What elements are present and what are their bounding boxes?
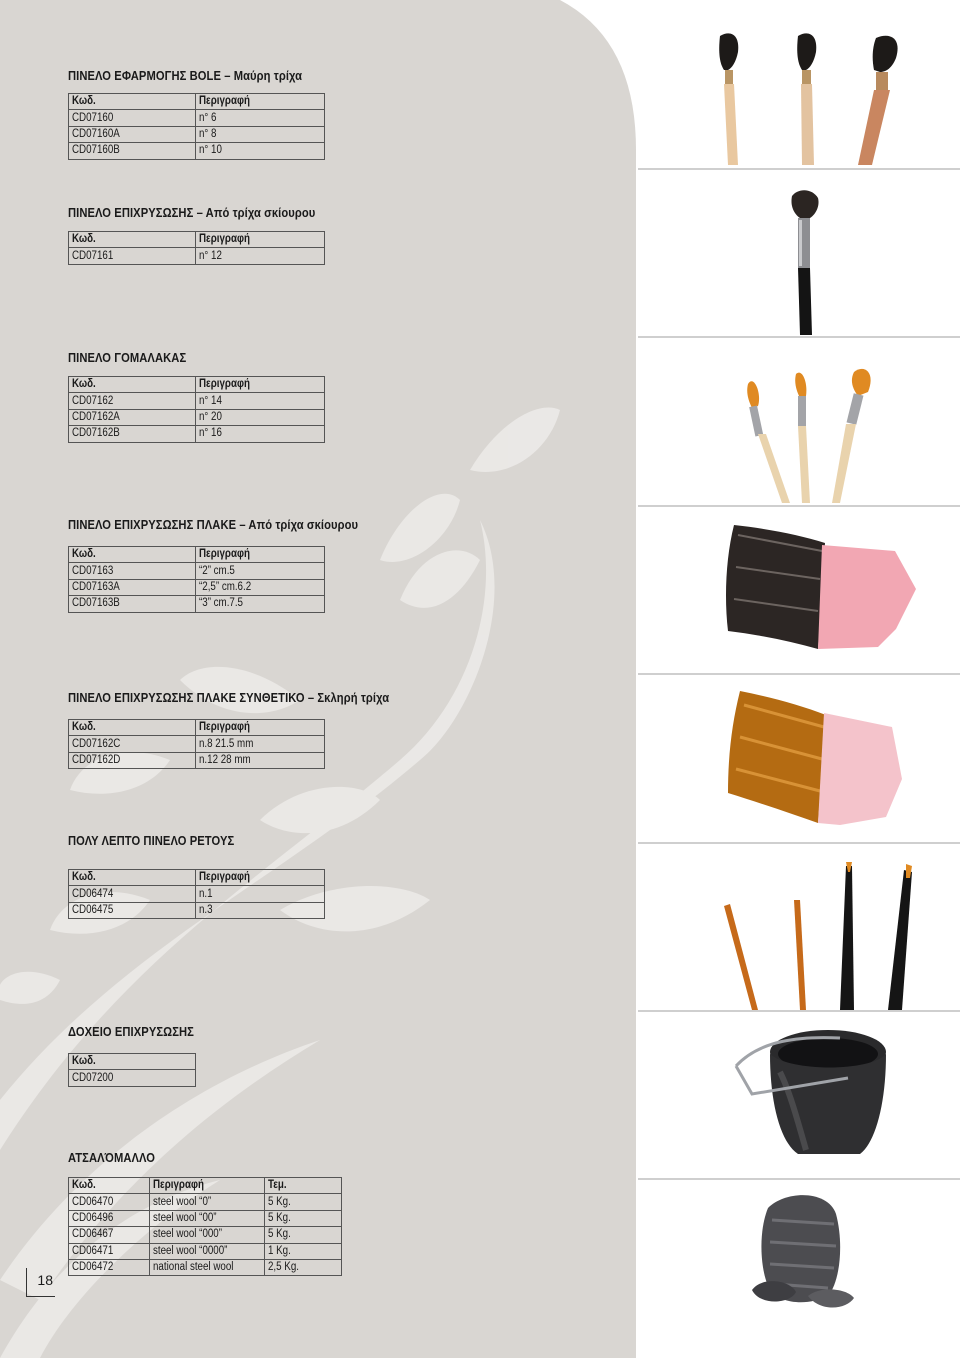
col-description: Περιγραφή [199, 95, 250, 108]
table-row: CD06471 steel wool “0000” 1 Kg. [69, 1243, 342, 1259]
table-row: CD07163B “3” cm.7.5 [69, 596, 325, 612]
table-row: CD07163 “2” cm.5 [69, 563, 325, 579]
table-row: CD07160A n° 8 [69, 126, 325, 142]
table-row: CD06475 n.3 [69, 902, 325, 918]
bole-brushes-photo [640, 30, 960, 168]
section-title-bole: ΠΙΝΕΛΟ ΕΦΑΡΜΟΓΗΣ BOLE – Μαύρη τρίχα [68, 68, 303, 83]
product-table-retouch: Κωδ. Περιγραφή CD06474 n.1 CD06475 n.3 [68, 869, 325, 919]
gilding-brush-photo [640, 170, 960, 336]
table-row: CD06472 national steel wool 2,5 Kg. [69, 1259, 342, 1275]
table-row: CD07160 n° 6 [69, 110, 325, 126]
col-code: Κωδ. [72, 95, 96, 108]
table-row: CD07162A n° 20 [69, 409, 325, 425]
product-table-steel-wool: Κωδ. Περιγραφή Τεμ. CD06470 steel wool “0” 5 Kg. CD06496 steel wool “00” 5 Kg. CD06467 steel wool “000” 5 Kg. CD06471 steel wool “0000” 1 Kg. CD06472 national steel wool 2,5 Kg. [68, 1177, 342, 1276]
table-row: CD06496 steel wool “00” 5 Kg. [69, 1210, 342, 1226]
section-title-gilding-tip: ΠΙΝΕΛΟ ΕΠΙΧΡΥΣΩΣΗΣ ΠΛΑΚΕ – Από τρίχα σκίουρου [68, 517, 359, 532]
product-table-gilding-squirrel: Κωδ. Περιγραφή CD07161 n° 12 [68, 231, 325, 265]
section-title-synthetic-tip: ΠΙΝΕΛΟ ΕΠΙΧΡΥΣΩΣΗΣ ΠΛΑΚΕ ΣΥΝΘΕΤΙΚΟ – Σκληρή τρίχα [68, 690, 390, 705]
section-title-shellac: ΠΙΝΕΛΟ ΓΟΜΑΛΑΚΑΣ [68, 350, 187, 365]
table-row: CD07162C n.8 21.5 mm [69, 736, 325, 752]
steel-wool-photo [640, 1180, 960, 1330]
section-title-steel-wool: ΑΤΣΑΛΌΜΑΛΛΟ [68, 1150, 156, 1165]
retouch-brushes-photo [640, 844, 960, 1010]
table-row: CD07163A “2,5” cm.6.2 [69, 579, 325, 595]
page-number-label: 18 [37, 1272, 53, 1288]
section-title-retouch: ΠΟΛΥ ΛΕΠΤΟ ΠΙΝΕΛΟ ΡΕΤΟΥΣ [68, 833, 235, 848]
table-row: CD07161 n° 12 [69, 248, 325, 264]
table-row: CD07162 n° 14 [69, 393, 325, 409]
synthetic-tip-photo [640, 675, 960, 842]
product-table-synthetic-tip: Κωδ. Περιγραφή CD07162C n.8 21.5 mm CD07162D n.12 28 mm [68, 719, 325, 769]
product-table-gilding-tip: Κωδ. Περιγραφή CD07163 “2” cm.5 CD07163A “2,5” cm.6.2 CD07163B “3” cm.7.5 [68, 546, 325, 613]
gilding-tip-photo [640, 507, 960, 673]
table-row: CD06467 steel wool “000” 5 Kg. [69, 1227, 342, 1243]
page-number [26, 1268, 55, 1297]
shellac-brushes-photo [640, 338, 960, 505]
table-row: CD06474 n.1 [69, 886, 325, 902]
section-title-gilding-pot: ΔΟΧΕΙΟ ΕΠΙΧΡΥΣΩΣΗΣ [68, 1024, 194, 1039]
table-row: CD07162B n° 16 [69, 426, 325, 442]
product-table-bole [68, 93, 325, 160]
table-row: CD07160B n° 10 [69, 143, 325, 159]
product-table-shellac: Κωδ. Περιγραφή CD07162 n° 14 CD07162A n° 20 CD07162B n° 16 [68, 376, 325, 443]
gilding-pot-photo [640, 1012, 960, 1178]
product-table-gilding-pot: Κωδ. CD07200 [68, 1053, 196, 1087]
table-row: CD06470 steel wool “0” 5 Kg. [69, 1194, 342, 1210]
section-title-gilding-squirrel: ΠΙΝΕΛΟ ΕΠΙΧΡΥΣΩΣΗΣ – Από τρίχα σκίουρου [68, 205, 316, 220]
table-row: CD07162D n.12 28 mm [69, 752, 325, 768]
table-row: CD07200 [69, 1070, 196, 1086]
